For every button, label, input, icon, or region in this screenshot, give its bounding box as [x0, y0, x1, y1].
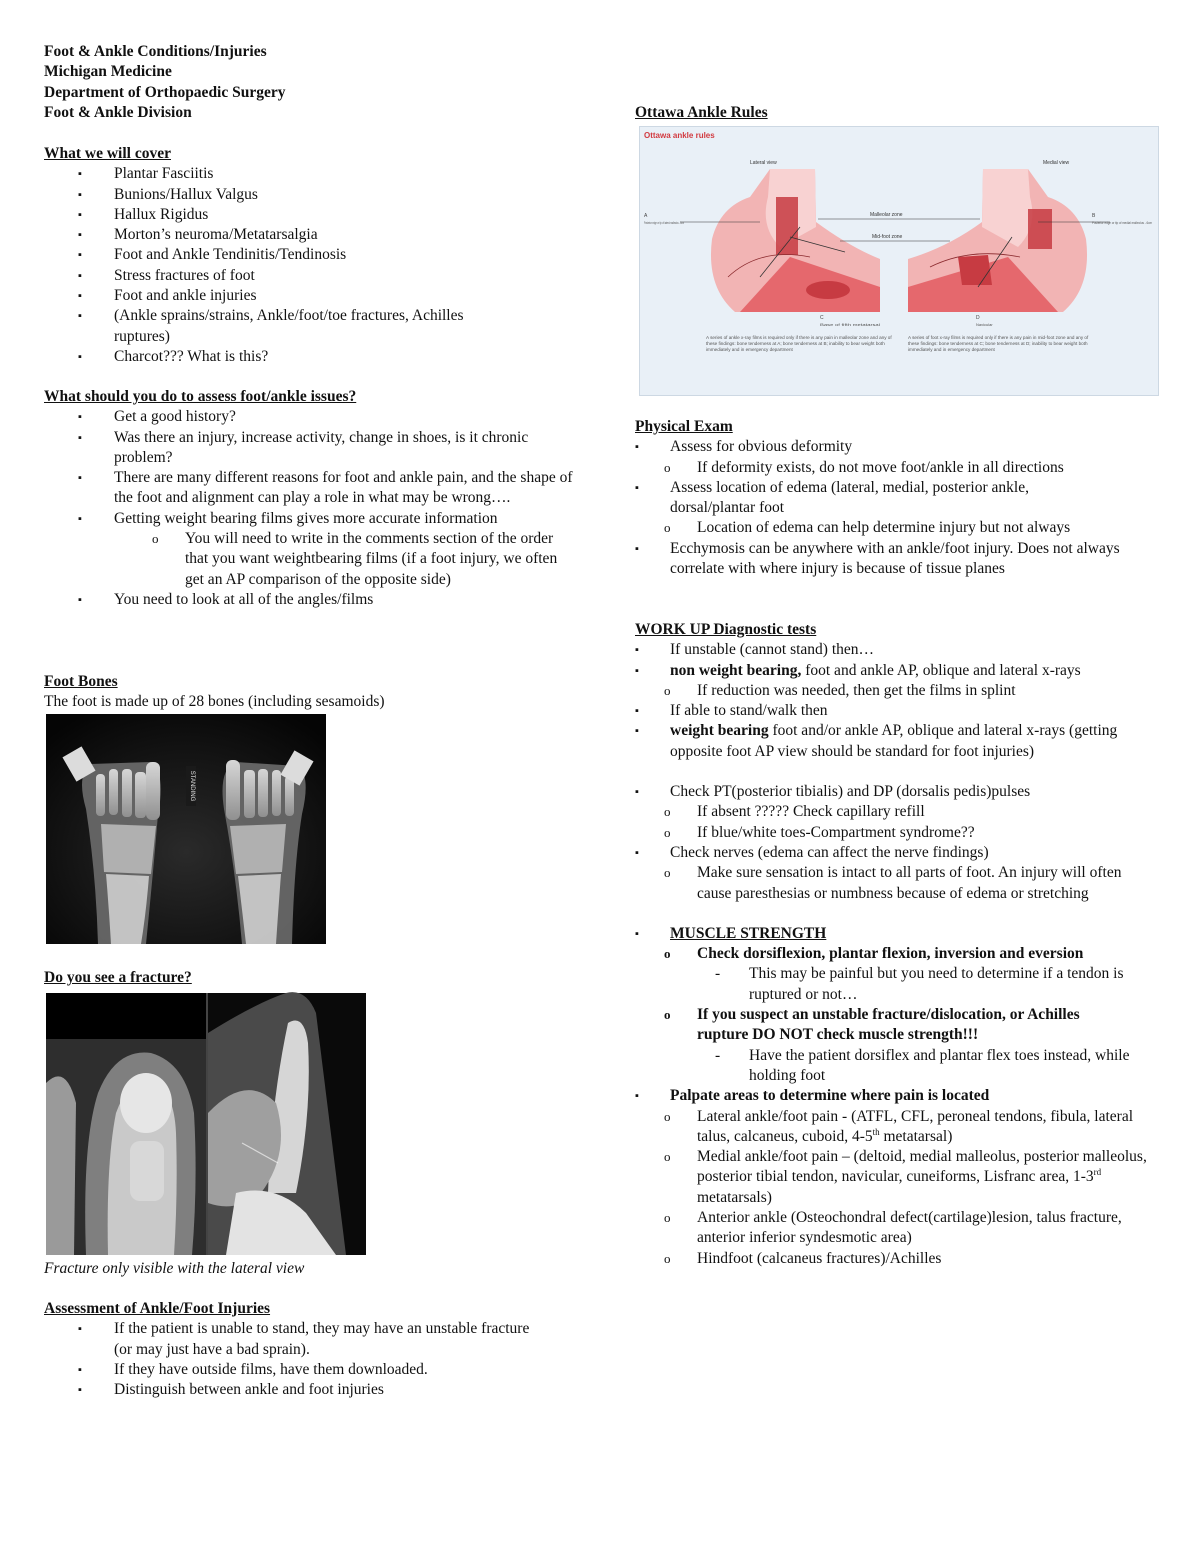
list-item: ▪ If unstable (cannot stand) then… — [635, 640, 1165, 660]
ottawa-label-c-text: Base of fifth metatarsal — [820, 322, 881, 327]
list-item: ▪ You need to look at all of the angles/films — [44, 590, 589, 610]
cover-section — [44, 144, 589, 367]
list-item: ▪ Distinguish between ankle and foot injuries — [44, 1380, 549, 1400]
workup-sublist — [635, 863, 1165, 904]
list-item — [635, 1107, 1165, 1148]
workup-wb-label: weight bearing — [670, 722, 769, 740]
ottawa-graphic — [640, 127, 1158, 395]
palpate-medial: Medial ankle/foot pain – (deltoid, medial malleolus, posterior malleolus, posterior tibial tendon, navicular, cuneiforms, Lisfranc area, 1-3 — [697, 1148, 1147, 1186]
palpate-lateral-end: metatarsal) — [879, 1127, 953, 1145]
list-item: ▪ Was there an injury, increase activity, change in shoes, is it chronic problem? — [44, 428, 589, 469]
list-item: - This may be painful but you need to determine if a tendon is ruptured or not… — [635, 964, 1165, 1005]
midfoot-zone-label: Mid-foot zone — [872, 234, 903, 240]
lateral-view-label: Lateral view — [750, 160, 777, 166]
list-item: ▪ Check nerves (edema can affect the nerve findings) — [635, 843, 1165, 863]
division: Foot & Ankle Division — [44, 103, 192, 121]
list-item: o Location of edema can help determine injury but not always — [635, 518, 1125, 538]
assess-section — [44, 387, 589, 610]
list-item: ▪ Assess for obvious deformity — [635, 437, 1165, 457]
list-item: o If absent ????? Check capillary refill — [635, 802, 1165, 822]
workup-sublist — [635, 681, 1165, 701]
list-item — [635, 661, 1165, 681]
palpate-lateral: Lateral ankle/foot pain - (ATFL, CFL, peroneal tendons, fibula, lateral talus, calcaneus, cuboid, 4-5 — [697, 1107, 1134, 1145]
list-item: ▪ Plantar Fasciitis — [44, 164, 589, 184]
list-item: ▪ Get a good history? — [44, 407, 589, 427]
ottawa-label-a: A — [644, 213, 648, 219]
foot-bones-heading: Foot Bones — [44, 673, 118, 690]
ottawa-note-ankle: A series of ankle x-ray films is required only if there is any pain in malleolar zone and any of these findings: bone tenderness at A; bone tenderness at B; inability to bear weight both immediately and in emergency department — [706, 335, 892, 353]
physical-exam-list — [635, 478, 1165, 519]
doc-title: Foot & Ankle Conditions/Injuries — [44, 43, 267, 60]
palpate-medial-end: metatarsals) — [697, 1188, 772, 1206]
fracture-xray-image — [46, 993, 366, 1255]
physical-exam-sublist — [635, 458, 1165, 478]
list-item: ▪ Foot and ankle injuries — [44, 286, 589, 306]
workup-sublist — [635, 802, 1165, 843]
list-item: o If blue/white toes-Compartment syndrome?? — [635, 823, 1165, 843]
assessment-injuries-heading: Assessment of Ankle/Foot Injuries — [44, 1300, 271, 1317]
muscle-dash-list — [635, 964, 1165, 1005]
palpate-list — [635, 1086, 1165, 1106]
assess-sublist — [44, 529, 589, 590]
ottawa-label-d-text: Navicular — [976, 322, 993, 327]
workup-heading: WORK UP Diagnostic tests — [635, 621, 817, 638]
ottawa-figure — [639, 126, 1159, 396]
list-item: ▪ Charcot??? What is this? — [44, 347, 589, 367]
list-item: ▪ (Ankle sprains/strains, Ankle/foot/toe fractures, Achilles ruptures) — [44, 306, 589, 347]
cover-list — [44, 164, 589, 367]
list-item: ▪ If the patient is unable to stand, they may have an unstable fracture (or may just have a bad sprain). — [44, 1319, 549, 1360]
palpate-sublist — [635, 1107, 1165, 1269]
list-item: o If deformity exists, do not move foot/ankle in all directions — [635, 458, 1165, 478]
list-item: ▪ Ecchymosis can be anywhere with an ankle/foot injury. Does not always correlate with where injury is because of tissue planes — [635, 539, 1165, 580]
workup-nwb-label: non weight bearing, — [670, 661, 802, 679]
palpate-lateral-sup: th — [872, 1126, 880, 1137]
foot-xray-image — [46, 714, 326, 944]
workup-wb-text: foot and/or ankle AP, oblique and lateral x-rays (getting opposite foot AP view should be standard for foot injuries) — [670, 722, 1118, 760]
ottawa-figure-title: Ottawa ankle rules — [644, 131, 715, 140]
workup-nwb-text: foot and ankle AP, oblique and lateral x-rays — [801, 661, 1081, 679]
foot-xray-graphic — [46, 714, 326, 944]
assessment-injuries-section — [44, 1299, 589, 1400]
department: Department of Orthopaedic Surgery — [44, 83, 286, 101]
muscle-list — [635, 924, 1165, 944]
list-item: ▪ Stress fractures of foot — [44, 266, 589, 286]
fracture-heading: Do you see a fracture? — [44, 969, 192, 986]
list-item: ▪ Bunions/Hallux Valgus — [44, 185, 589, 205]
ottawa-heading-wrap — [635, 103, 768, 123]
assess-list-end — [44, 590, 589, 610]
muscle-sublist — [635, 1005, 1165, 1046]
medial-view-label: Medial view — [1043, 160, 1070, 166]
list-item: - Have the patient dorsiflex and plantar flex toes instead, while holding foot — [635, 1046, 1165, 1087]
ottawa-label-d: D — [976, 315, 980, 321]
ottawa-label-c: C — [820, 315, 824, 321]
list-item: ▪ There are many different reasons for foot and ankle pain, and the shape of the foot and alignment can play a role in what may be wrong…. — [44, 468, 589, 509]
workup-list — [635, 640, 1165, 681]
list-item: ▪ Getting weight bearing films gives more accurate information — [44, 509, 589, 529]
list-item — [635, 721, 1165, 762]
muscle-sublist — [635, 944, 1165, 964]
fracture-xray-graphic — [46, 993, 366, 1255]
physical-exam-list — [635, 437, 1165, 457]
palpate-heading: ▪ Palpate areas to determine where pain is located — [635, 1086, 1165, 1106]
list-item: o Make sure sensation is intact to all parts of foot. An injury will often cause paresthesias or numbness because of edema or stretching — [635, 863, 1155, 904]
malleolar-zone-label: Malleolar zone — [870, 212, 903, 218]
list-item: ▪ If able to stand/walk then — [635, 701, 1165, 721]
list-item: o If reduction was needed, then get the films in splint — [635, 681, 1165, 701]
muscle-heading: MUSCLE STRENGTH — [670, 924, 827, 942]
ottawa-label-a-text: Posterior edge or tip of lateral malleolus - 6cm — [644, 220, 685, 225]
physical-exam-list — [635, 539, 1165, 580]
list-item: ▪ If they have outside films, have them downloaded. — [44, 1360, 549, 1380]
document-header — [44, 42, 286, 123]
list-item: ▪ Assess location of edema (lateral, medial, posterior ankle, dorsal/plantar foot — [635, 478, 1105, 519]
muscle-dash-list — [635, 1046, 1165, 1087]
list-item: o You will need to write in the comments section of the order that you want weightbearing films (if a foot injury, we often get an AP comparison of the opposite side) — [44, 529, 567, 590]
foot-bones-text: The foot is made up of 28 bones (including sesamoids) — [44, 693, 385, 711]
list-item — [635, 924, 1165, 944]
workup-list — [635, 701, 1165, 762]
institution: Michigan Medicine — [44, 63, 172, 81]
physical-exam-sublist — [635, 518, 1165, 538]
fracture-heading-wrap — [44, 968, 192, 988]
list-item: o Anterior ankle (Osteochondral defect(cartilage)lesion, talus fracture, anterior inferior syndesmotic area) — [635, 1208, 1165, 1249]
list-item: o Check dorsiflexion, plantar flexion, inversion and eversion — [635, 944, 1115, 964]
ottawa-note-foot: A series of foot x-ray films is required only if there is any pain in mid-foot zone and any of these findings: bone tenderness at C; bone tenderness at D; inability to bear weight both immediately and in emergency department — [908, 335, 1089, 353]
ottawa-label-b: B — [1092, 213, 1096, 219]
xray-marker-text: STANDING — [189, 770, 195, 802]
workup-list — [635, 843, 1165, 863]
list-item: ▪ Morton’s neuroma/Metatarsalgia — [44, 225, 589, 245]
list-item: ▪ Foot and Ankle Tendinitis/Tendinosis — [44, 245, 589, 265]
physical-exam-section — [635, 417, 1165, 579]
assess-list — [44, 407, 589, 529]
assess-heading: What should you do to assess foot/ankle issues? — [44, 388, 357, 405]
palpate-medial-sup: rd — [1093, 1167, 1102, 1178]
workup-list — [635, 782, 1165, 802]
ottawa-heading: Ottawa Ankle Rules — [635, 104, 768, 121]
foot-bones-section — [44, 672, 589, 713]
list-item — [635, 1147, 1165, 1208]
list-item: o If you suspect an unstable fracture/dislocation, or Achilles rupture DO NOT check muscle strength!!! — [635, 1005, 1125, 1046]
ottawa-label-b-text: Posterior edge or tip of medial malleolus - 6cm — [1092, 220, 1153, 225]
cover-heading: What we will cover — [44, 145, 171, 162]
physical-exam-heading: Physical Exam — [635, 418, 733, 435]
list-item: ▪ Check PT(posterior tibialis) and DP (dorsalis pedis)pulses — [635, 782, 1165, 802]
fracture-caption: Fracture only visible with the lateral view — [44, 1260, 305, 1277]
list-item: ▪ Hallux Rigidus — [44, 205, 589, 225]
workup-section — [635, 620, 1165, 1269]
assessment-injuries-list — [44, 1319, 589, 1400]
list-item: o Hindfoot (calcaneus fractures)/Achilles — [635, 1249, 1165, 1269]
